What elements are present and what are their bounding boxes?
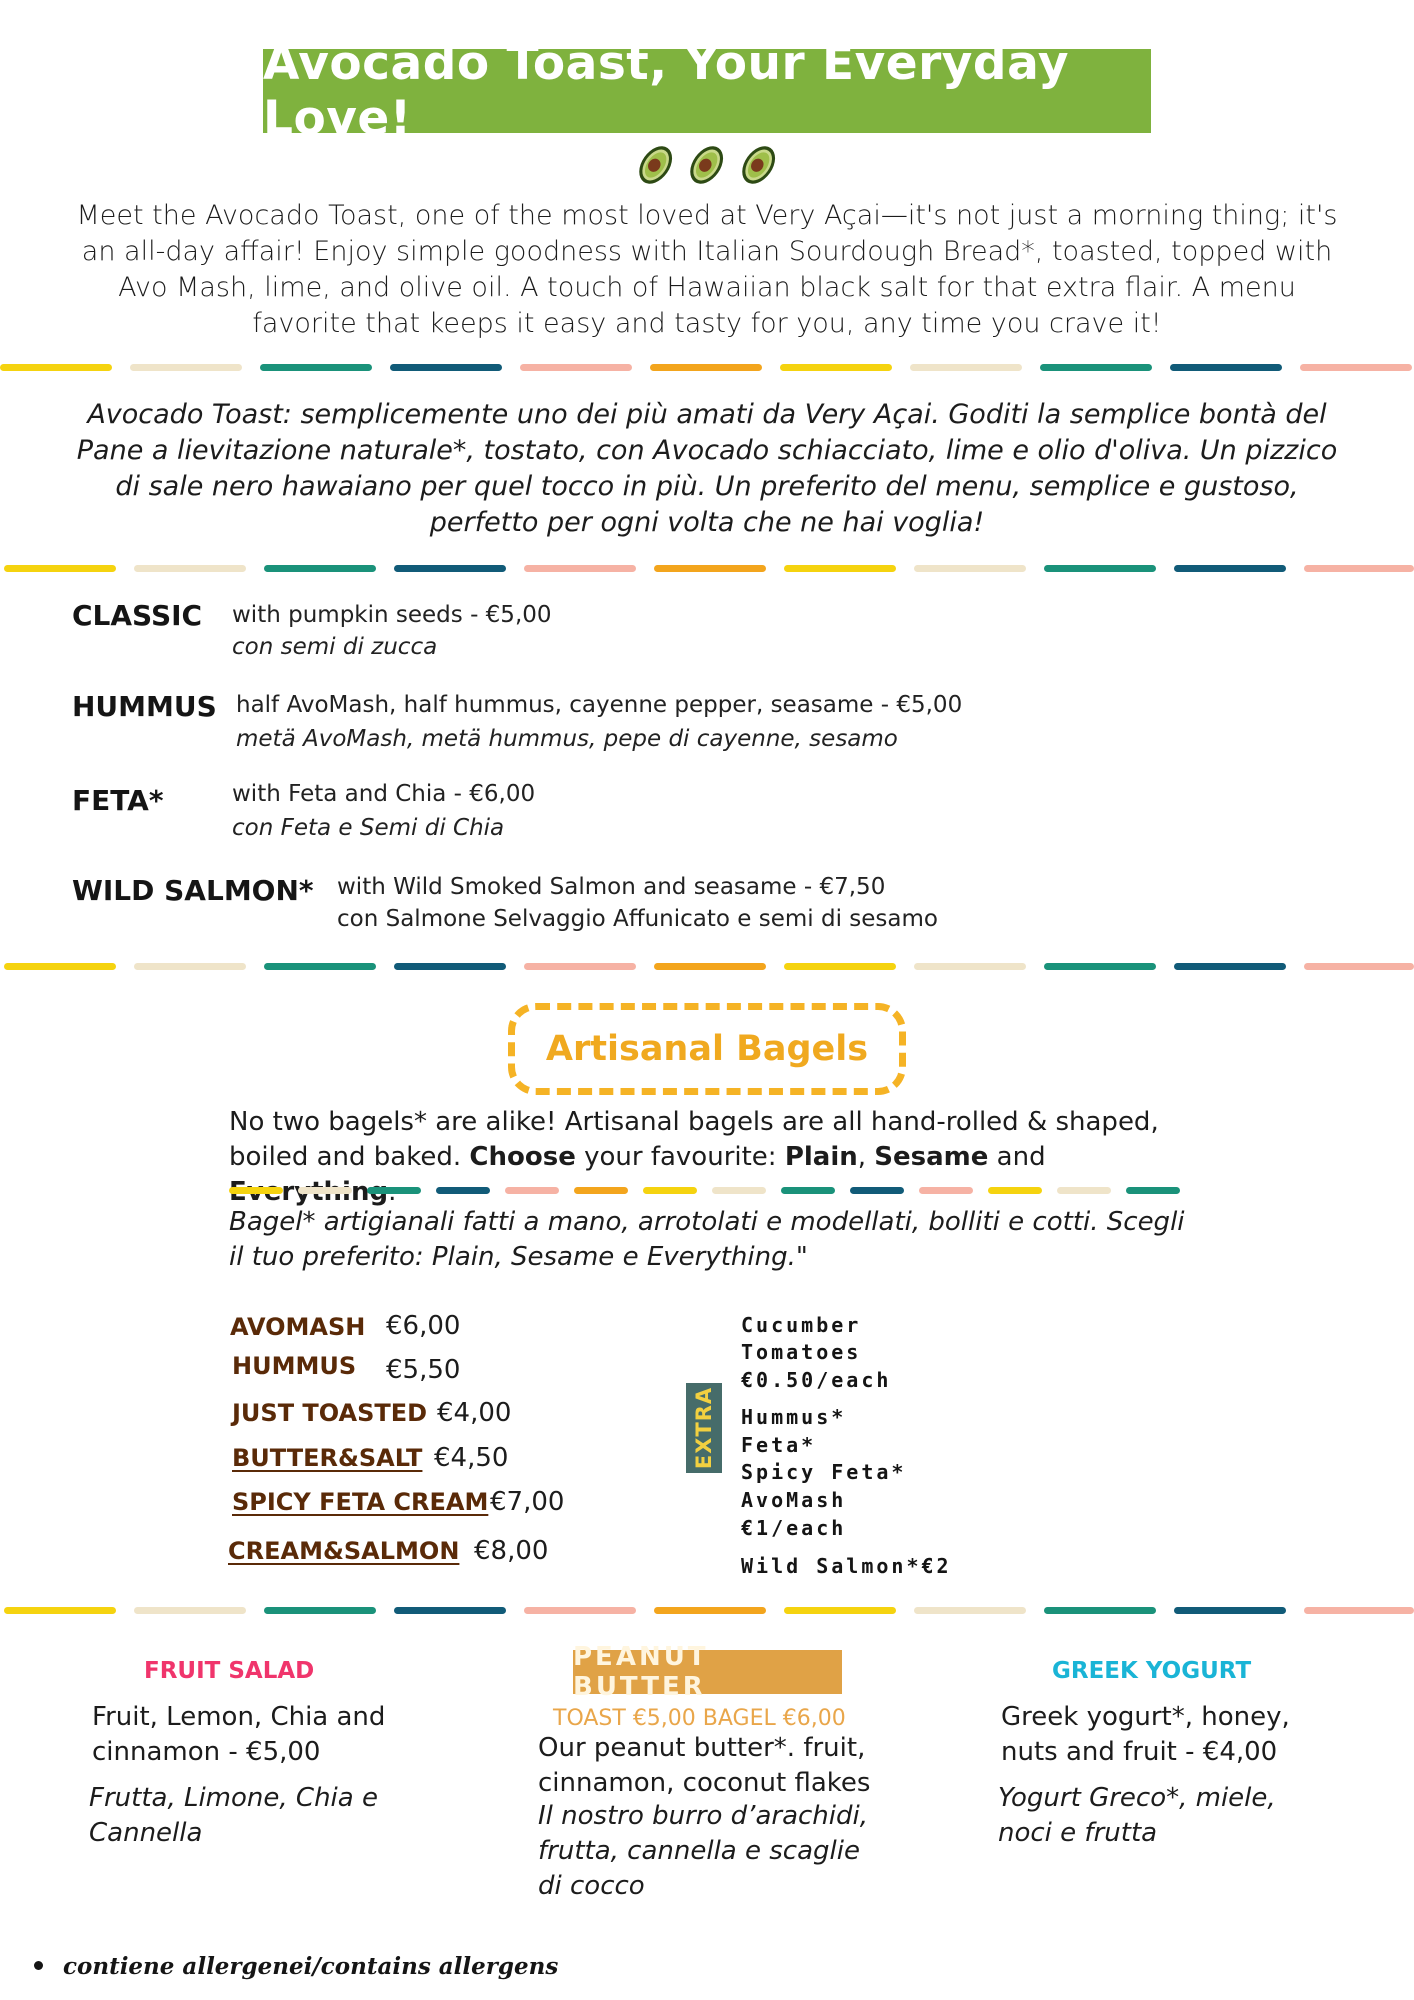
bullet-icon xyxy=(34,1961,43,1970)
divider-dash xyxy=(781,1187,835,1194)
bagel-name: SPICY FETA CREAM xyxy=(232,1488,489,1516)
divider-dash xyxy=(394,1607,506,1614)
divider-dash xyxy=(1057,1187,1111,1194)
divider-dash xyxy=(524,1607,636,1614)
bagel-price: €4,50 xyxy=(434,1443,509,1473)
bagel-name: CREAM&SALMON xyxy=(228,1537,460,1565)
bagel-price: €5,50 xyxy=(386,1355,461,1385)
toast-description: with Feta and Chia - €6,00 con Feta e Semi di Chia xyxy=(232,781,536,841)
divider-dash xyxy=(1304,1607,1414,1614)
dashed-divider xyxy=(0,565,1414,573)
divider-dash xyxy=(1174,1607,1286,1614)
extra-price: €0.50/each xyxy=(741,1368,892,1392)
intro-italian: Avocado Toast: semplicemente uno dei più amati da Very Açai. Goditi la semplice bontà del Pane a lievitazione naturale*, tostato, con Avocado schiacciato, lime e olio d'oliva. Un pizzico di sale nero hawaiano per quel tocco in più. Un preferito del menu, semplice e gustoso, perfetto per ogni volta che ne hai voglia! xyxy=(76,399,1338,538)
divider-dash xyxy=(0,364,112,371)
fruit-salad-italian: Frutta, Limone, Chia e Cannella xyxy=(89,1783,378,1848)
divider-dash xyxy=(914,963,1026,970)
toast-name: CLASSIC xyxy=(72,599,203,632)
divider-dash xyxy=(850,1187,904,1194)
divider-dash xyxy=(4,1607,116,1614)
extra-tag: EXTRA xyxy=(686,1383,722,1473)
avocado-icons xyxy=(632,141,782,195)
divider-dash xyxy=(1044,565,1156,572)
intro-english: Meet the Avocado Toast, one of the most loved at Very Açai—it's not just a morning thing; it's an all-day affair! Enjoy simple goodness with Italian Sourdough Bread*, toasted, topped with Avo Mash, lime, and olive oil. A touch of Hawaiian black salt for that extra flair. A menu favorite that keeps it easy and tasty for you, any time you crave it! xyxy=(76,200,1338,339)
page-title: Avocado Toast, Your Everyday Love! xyxy=(263,49,1151,133)
bagels-intro-english: No two bagels* are alike! Artisanal bagels are all hand-rolled & shaped, boiled and baked. Choose your favourite: Plain, Sesame and xyxy=(229,1107,1159,1172)
divider-dash xyxy=(367,1187,421,1194)
divider-dash xyxy=(390,364,502,371)
bagel-price: €7,00 xyxy=(490,1487,565,1517)
fruit-salad-description: Fruit, Lemon, Chia and cinnamon - €5,00 xyxy=(92,1702,386,1767)
toast-name: WILD SALMON* xyxy=(72,874,314,907)
bagels-intro-italian: Bagel* artigianali fatti a mano, arrotolati e modellati, bolliti e cotti. Scegli il tuo preferito: Plain, Sesame e Everything." xyxy=(229,1207,1185,1272)
divider-dash xyxy=(505,1187,559,1194)
divider-dash xyxy=(988,1187,1042,1194)
extra-price: €1/each xyxy=(741,1516,847,1540)
divider-dash xyxy=(650,364,762,371)
divider-dash xyxy=(654,963,766,970)
divider-dash xyxy=(4,565,116,572)
toast-description: with Wild Smoked Salmon and seasame - €7,50 con Salmone Selvaggio Affunicato e semi di sesamo xyxy=(337,874,938,932)
divider-dash xyxy=(264,963,376,970)
divider-dash xyxy=(1044,963,1156,970)
divider-dash xyxy=(524,565,636,572)
divider-dash xyxy=(264,565,376,572)
toast-name: HUMMUS xyxy=(72,690,217,723)
divider-dash xyxy=(914,565,1026,572)
divider-dash xyxy=(134,1607,246,1614)
extra-item: Hummus* xyxy=(741,1405,847,1429)
bagel-name: AVOMASH xyxy=(230,1313,366,1341)
allergens-footnote: contiene allergenei/contains allergens xyxy=(34,1953,558,1980)
divider-dash xyxy=(784,1607,896,1614)
divider-dash xyxy=(1040,364,1152,371)
divider-dash xyxy=(784,963,896,970)
divider-dash xyxy=(784,565,896,572)
divider-dash xyxy=(1300,364,1412,371)
dashed-divider xyxy=(0,364,1414,372)
greek-yogurt-italian: Yogurt Greco*, miele, noci e frutta xyxy=(998,1783,1276,1848)
divider-dash xyxy=(712,1187,766,1194)
bagels-badge: Artisanal Bagels xyxy=(508,1003,906,1095)
divider-dash xyxy=(654,565,766,572)
divider-dash xyxy=(1126,1187,1180,1194)
bagel-price: €8,00 xyxy=(474,1536,549,1566)
dashed-divider-short xyxy=(229,1187,1189,1195)
divider-dash xyxy=(134,565,246,572)
avocado-icon xyxy=(632,141,679,189)
divider-dash xyxy=(130,364,242,371)
bagel-name: JUST TOASTED xyxy=(232,1399,428,1427)
peanut-butter-prices: TOAST €5,00 BAGEL €6,00 xyxy=(553,1706,846,1731)
divider-dash xyxy=(520,364,632,371)
extra-item: Spicy Feta* xyxy=(741,1460,907,1484)
greek-yogurt-title: GREEK YOGURT xyxy=(1052,1658,1252,1684)
divider-dash xyxy=(654,1607,766,1614)
divider-dash xyxy=(1170,364,1282,371)
avocado-icon xyxy=(735,141,782,189)
divider-dash xyxy=(1044,1607,1156,1614)
extra-item: Cucumber xyxy=(741,1313,862,1337)
extra-price: Wild Salmon*€2 xyxy=(741,1554,952,1578)
divider-dash xyxy=(394,963,506,970)
bagel-name: HUMMUS xyxy=(232,1352,357,1380)
toast-name: FETA* xyxy=(72,784,164,817)
divider-dash xyxy=(1174,565,1286,572)
peanut-butter-italian: Il nostro burro d’arachidi, frutta, cannella e scaglie di cocco xyxy=(538,1801,868,1901)
bagel-price: €6,00 xyxy=(386,1311,461,1341)
divider-dash xyxy=(394,565,506,572)
divider-dash xyxy=(524,963,636,970)
divider-dash xyxy=(229,1187,283,1194)
peanut-butter-description: Our peanut butter*. fruit, cinnamon, coconut flakes xyxy=(538,1733,871,1798)
divider-dash xyxy=(914,1607,1026,1614)
divider-dash xyxy=(1304,565,1414,572)
dashed-divider xyxy=(0,963,1414,971)
divider-dash xyxy=(910,364,1022,371)
divider-dash xyxy=(643,1187,697,1194)
toast-description: half AvoMash, half hummus, cayenne pepper, seasame - €5,00 metä AvoMash, metä hummus, pepe di cayenne, sesamo xyxy=(236,692,963,752)
fruit-salad-title: FRUIT SALAD xyxy=(144,1658,315,1684)
divider-dash xyxy=(919,1187,973,1194)
bagel-price: €4,00 xyxy=(437,1398,512,1428)
toast-description: with pumpkin seeds - €5,00 con semi di zucca xyxy=(232,602,552,660)
bagel-name: BUTTER&SALT xyxy=(232,1444,423,1472)
divider-dash xyxy=(260,364,372,371)
extra-item: AvoMash xyxy=(741,1488,847,1512)
avocado-icon xyxy=(683,141,730,189)
greek-yogurt-description: Greek yogurt*, honey, nuts and fruit - €4,00 xyxy=(1001,1702,1290,1767)
divider-dash xyxy=(436,1187,490,1194)
divider-dash xyxy=(134,963,246,970)
divider-dash xyxy=(1174,963,1286,970)
divider-dash xyxy=(1304,963,1414,970)
divider-dash xyxy=(780,364,892,371)
peanut-butter-title: PEANUT BUTTER xyxy=(573,1650,842,1694)
extra-item: Tomatoes xyxy=(741,1340,862,1364)
dashed-divider xyxy=(0,1607,1414,1615)
divider-dash xyxy=(4,963,116,970)
divider-dash xyxy=(264,1607,376,1614)
divider-dash xyxy=(298,1187,352,1194)
divider-dash xyxy=(574,1187,628,1194)
extra-item: Feta* xyxy=(741,1433,817,1457)
